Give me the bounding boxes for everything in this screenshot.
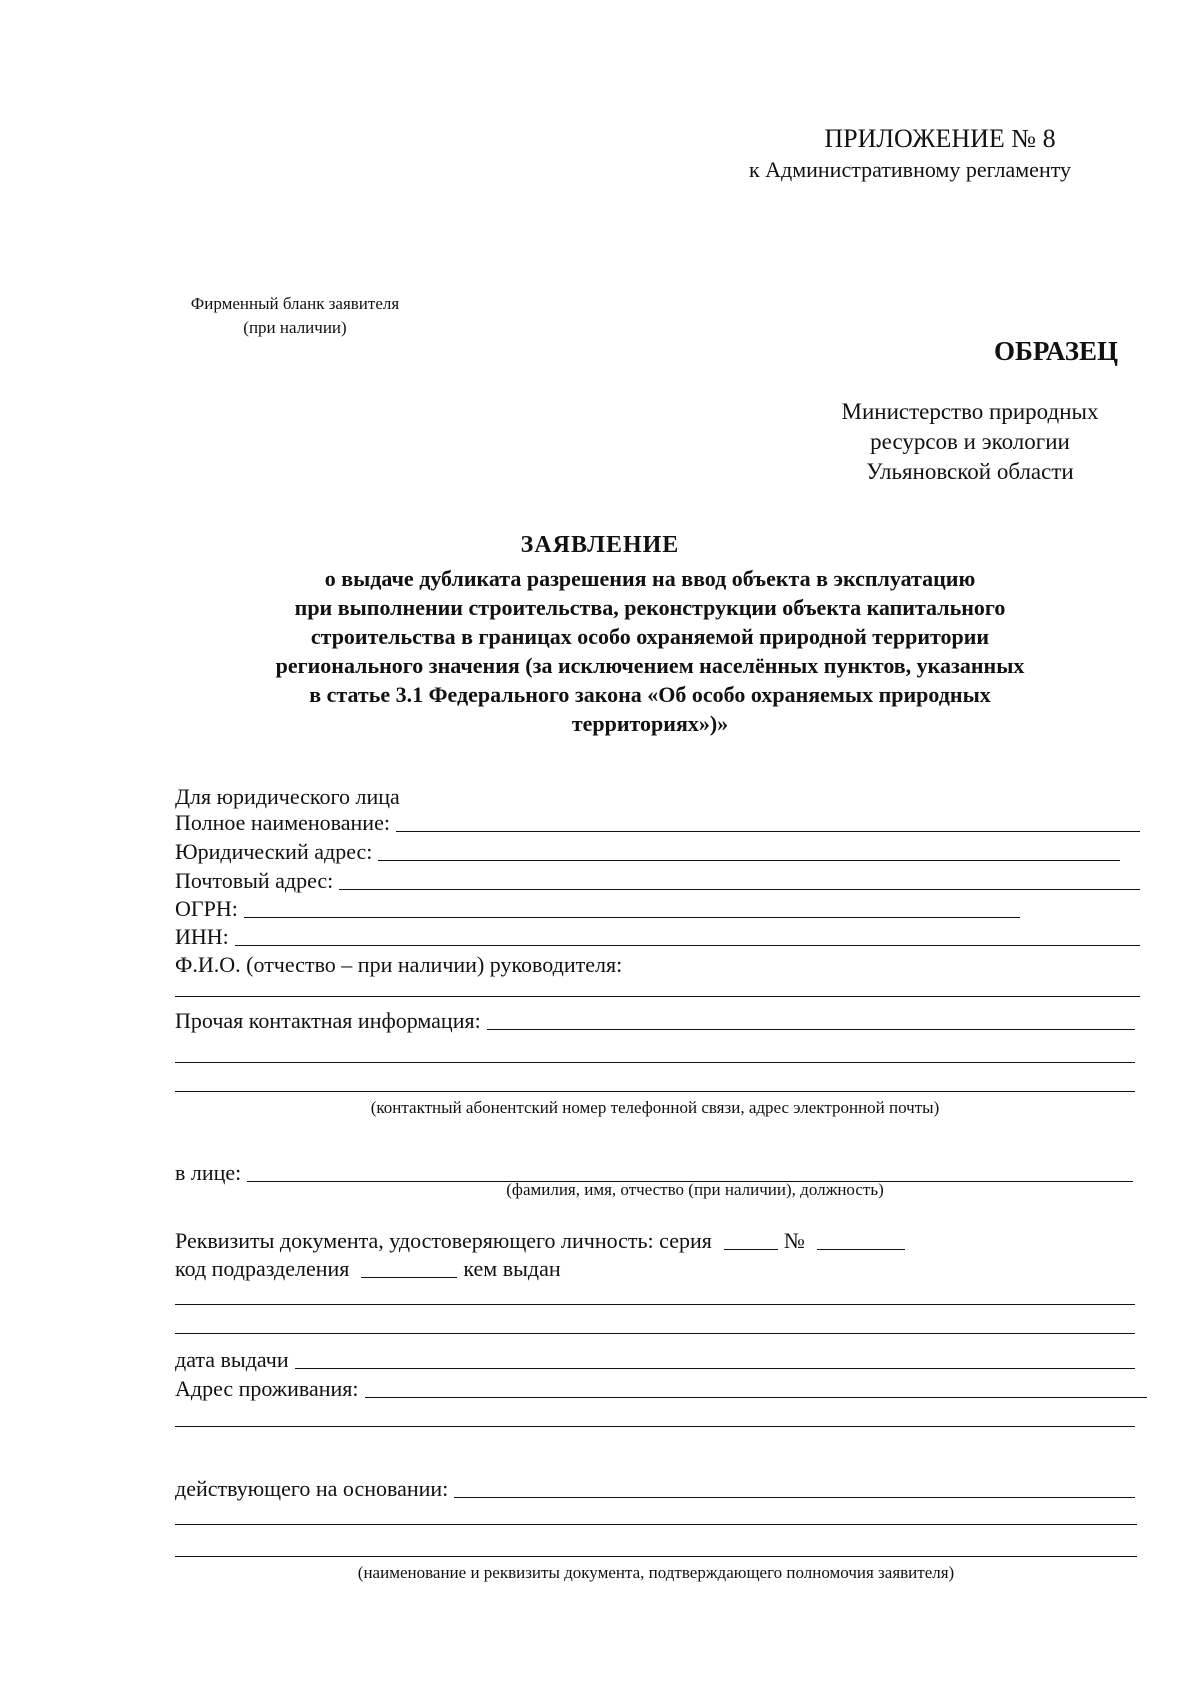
issued-by-label: кем выдан [463, 1256, 561, 1281]
acting-basis-row [175, 1474, 1135, 1502]
issue-date-row [175, 1345, 1135, 1373]
other-contact-field-2[interactable] [175, 1062, 1135, 1063]
subtitle-line-2: при выполнении строительства, реконструкции объекта капитального [294, 595, 1006, 620]
subtitle-line-4: регионального значения (за исключением населённых пунктов, указанных [275, 653, 1025, 678]
residence-field-2[interactable] [175, 1426, 1135, 1427]
letterhead-line-2: (при наличии) [243, 318, 347, 337]
recipient-line-2: ресурсов и экологии [870, 429, 1070, 454]
id-series-field[interactable] [724, 1249, 778, 1250]
division-code-field[interactable] [361, 1277, 457, 1278]
postal-address-label: Почтовый адрес: [175, 868, 334, 893]
residence-row [175, 1374, 1147, 1402]
other-contact-field-3[interactable] [175, 1091, 1135, 1092]
recipient-line-3: Ульяновской области [866, 459, 1074, 484]
full-name-label: Полное наименование: [175, 810, 390, 835]
ogrn-label: ОГРН: [175, 896, 238, 921]
residence-field[interactable] [365, 1397, 1148, 1398]
other-contact-label: Прочая контактная информация: [175, 1008, 481, 1033]
head-fio-row [175, 950, 875, 978]
appendix-number: ПРИЛОЖЕНИЕ № 8 [824, 124, 1056, 153]
other-contact-field[interactable] [487, 1029, 1135, 1030]
other-contact-row [175, 1006, 1135, 1034]
inn-label: ИНН: [175, 924, 229, 949]
legal-address-label: Юридический адрес: [175, 839, 373, 864]
subtitle-line-5: в статье 3.1 Федерального закона «Об особо охраняемых природных [309, 682, 991, 707]
letterhead-note [150, 292, 440, 340]
legal-entity-heading: Для юридического лица [175, 784, 400, 809]
head-fio-label: Ф.И.О. (отчество – при наличии) руководителя: [175, 952, 623, 977]
subtitle-line-6: территориях»)» [571, 711, 729, 736]
inn-field[interactable] [235, 945, 1140, 946]
represented-caption: (фамилия, имя, отчество (при наличии), должность) [506, 1180, 884, 1199]
full-name-field[interactable] [396, 831, 1140, 832]
inn-row [175, 922, 1140, 950]
issue-date-field[interactable] [295, 1368, 1135, 1369]
legal-address-field[interactable] [378, 860, 1120, 861]
letterhead-line-1: Фирменный бланк заявителя [190, 294, 400, 313]
acting-basis-label: действующего на основании: [175, 1476, 449, 1501]
postal-address-field[interactable] [339, 889, 1140, 890]
basis-caption: (наименование и реквизиты документа, подтверждающего полномочия заявителя) [357, 1563, 955, 1582]
id-doc-row [175, 1226, 995, 1254]
id-number-field[interactable] [817, 1249, 905, 1250]
contact-caption: (контактный абонентский номер телефонной связи, адрес электронной почты) [370, 1098, 940, 1117]
ogrn-row [175, 894, 1020, 922]
legal-address-row [175, 837, 1120, 865]
issued-by-field[interactable] [175, 1304, 1135, 1305]
recipient-line-1: Министерство природных [841, 399, 1099, 424]
document-title: ЗАЯВЛЕНИЕ [520, 532, 680, 558]
acting-basis-field-2[interactable] [175, 1524, 1137, 1525]
residence-label: Адрес проживания: [175, 1376, 359, 1401]
division-code-row [175, 1254, 875, 1282]
issued-by-field-2[interactable] [175, 1333, 1135, 1334]
head-fio-field[interactable] [175, 996, 1140, 997]
issue-date-label: дата выдачи [175, 1347, 289, 1372]
full-name-row [175, 808, 1140, 836]
postal-address-row [175, 866, 1140, 894]
acting-basis-field-3[interactable] [175, 1556, 1137, 1557]
represented-label: в лице: [175, 1160, 242, 1185]
recipient-block [810, 397, 1130, 487]
document-subtitle [170, 564, 1130, 738]
ogrn-field[interactable] [244, 917, 1020, 918]
sample-mark: ОБРАЗЕЦ [994, 336, 1118, 366]
subtitle-line-3: строительства в границах особо охраняемой природной территории [310, 624, 990, 649]
number-sign: № [783, 1228, 805, 1253]
division-code-label: код подразделения [175, 1256, 350, 1281]
appendix-reference: к Административному регламенту [748, 157, 1072, 182]
id-doc-label: Реквизиты документа, удостоверяющего личность: серия [175, 1228, 712, 1253]
acting-basis-field[interactable] [454, 1497, 1135, 1498]
subtitle-line-1: о выдаче дубликата разрешения на ввод объекта в эксплуатацию [324, 566, 976, 591]
